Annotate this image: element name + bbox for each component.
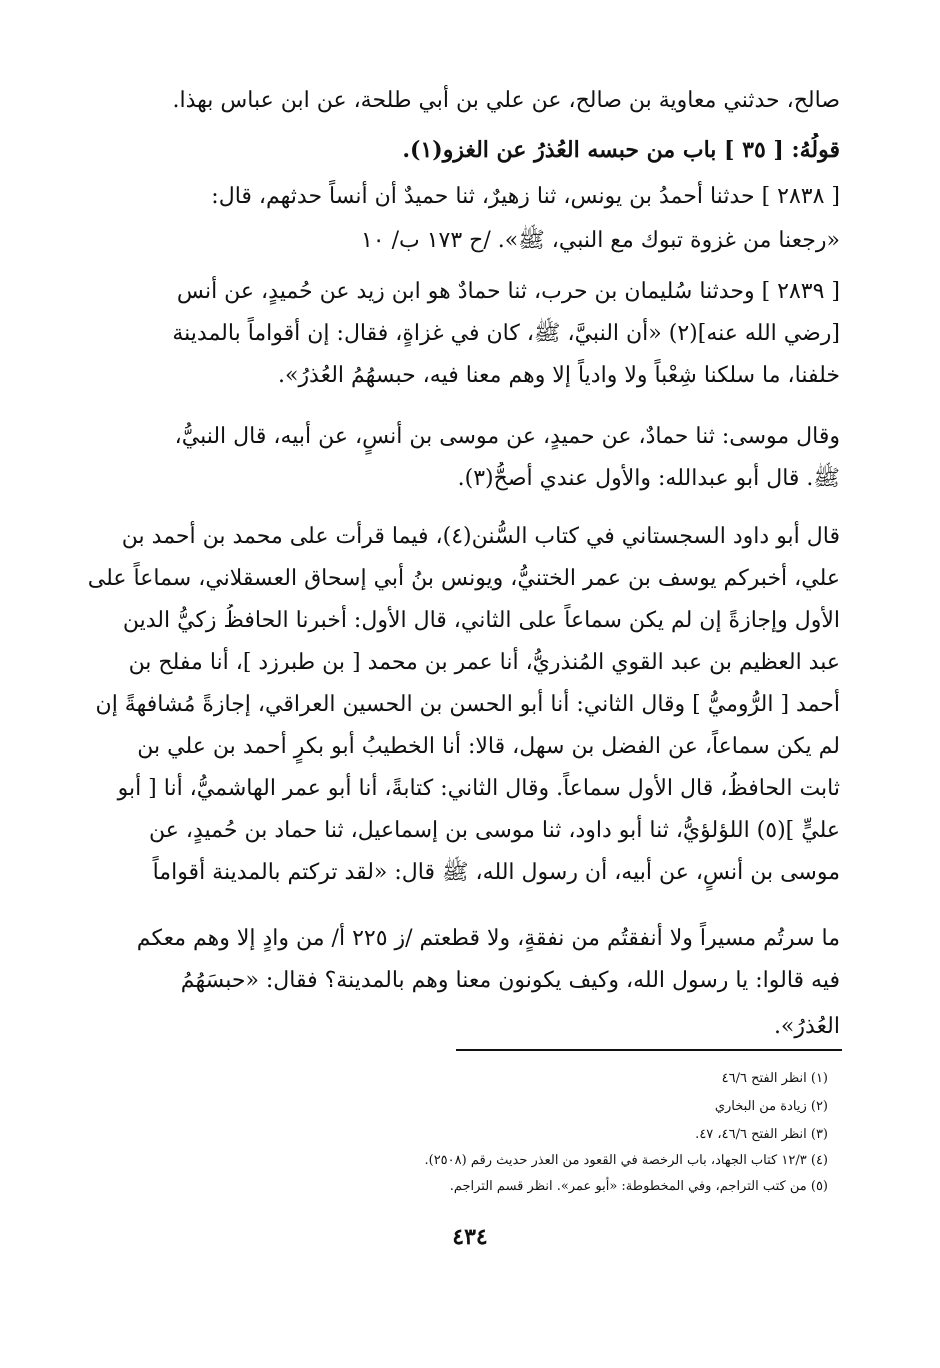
body-line-16: ثابت الحافظُ، قال الأول سماعاً. وقال الثاني: كتابةً، أنا أبو عمر الهاشميُّ، أنا [ أبو [117,776,840,801]
footnote-1: (١) انظر الفتح ٤٦/٦ [721,1071,828,1086]
body-line-19: ما سرتُم مسيراً ولا أنفقتُم من نفقةٍ، ولا قطعتم /ز ٢٢٥ أ/ من وادٍ إلا وهم معكم [136,926,840,951]
body-line-11: علي، أخبركم يوسف بن عمر الختنيُّ، ويونس بنُ أبي إسحاق العسقلاني، سماعاً على [87,566,840,591]
body-line-10: قال أبو داود السجستاني في كتاب السُّنن(٤)، فيما قرأت على محمد بن أحمد بن [121,524,840,549]
body-line-4: «رجعنا من غزوة تبوك مع النبي، ﷺ». /ح ١٧٣ ب/ ١٠ [360,228,840,253]
body-line-13: عبد العظيم بن عبد القوي المُنذريُّ، أنا عمر بن محمد [ بن طبرزد ]، أنا مفلح بن [128,650,840,675]
footnote-3: (٣) انظر الفتح ٤٦/٦، ٤٧. [695,1127,828,1142]
body-line-15: لم يكن سماعاً، عن الفضل بن سهل، قالا: أنا الخطيبُ أبو بكرٍ أحمد بن علي بن [137,734,840,759]
body-line-7: خلفنا، ما سلكنا شِعْباً ولا وادياً إلا وهم معنا فيه، حبسهُمُ العُذرُ». [277,363,840,388]
body-line-12: الأول وإجازةً إن لم يكن سماعاً على الثاني، قال الأول: أخبرنا الحافظُ زكيُّ الدين [122,608,840,633]
footnote-separator [456,1049,842,1051]
body-line-3: [ ٢٨٣٨ ] حدثنا أحمدُ بن يونس، ثنا زهيرٌ، ثنا حميدٌ أن أنساً حدثهم، قال: [211,184,840,209]
body-line-21: العُذرُ». [773,1014,840,1039]
body-line-8: وقال موسى: ثنا حمادٌ، عن حميدٍ، عن موسى بن أنسٍ، عن أبيه، قال النبيُّ، [174,424,840,449]
page-number: ٤٣٤ [452,1224,488,1250]
footnote-4: (٤) ١٢/٣ كتاب الجهاد، باب الرخصة في القعود من العذر حديث رقم (٢٥٠٨). [424,1153,828,1168]
body-line-14: أحمد [ الرُّوميُّ ] وقال الثاني: أنا أبو الحسن بن الحسين العراقي، إجازةً مُشافهةً إن [95,692,840,717]
body-line-9: ﷺ. قال أبو عبدالله: والأول عندي أصحُّ(٣). [457,466,840,491]
body-line-20: فيه قالوا: يا رسول الله، وكيف يكونون معنا وهم بالمدينة؟ فقال: «حبسَهُمُ [180,968,840,993]
body-line-1: صالح، حدثني معاوية بن صالح، عن علي بن أبي طلحة، عن ابن عباس بهذا. [172,88,840,113]
footnote-2: (٢) زيادة من البخاري [714,1099,828,1114]
footnote-5: (٥) من كتب التراجم، وفي المخطوطة: «أبو عمر». انظر قسم التراجم. [449,1179,828,1194]
body-line-5: [ ٢٨٣٩ ] وحدثنا سُليمان بن حرب، ثنا حمادٌ هو ابن زيد عن حُميدٍ، عن أنس [176,279,840,304]
chapter-heading: قولُهُ: [ ٣٥ ] باب من حبسه العُذرُ عن الغزو(١). [402,137,840,163]
body-line-17: عليٍّ ](٥) اللؤلؤيُّ، ثنا أبو داود، ثنا موسى بن إسماعيل، ثنا حماد بن حُميدٍ، عن [149,818,840,843]
body-line-18: موسى بن أنسٍ، عن أبيه، أن رسول الله، ﷺ قال: «لقد تركتم بالمدينة أقواماً [152,860,840,885]
body-line-6: [رضي الله عنه](٢) «أن النبيَّ، ﷺ، كان في غزاةٍ، فقال: إن أقواماً بالمدينة [172,321,840,346]
